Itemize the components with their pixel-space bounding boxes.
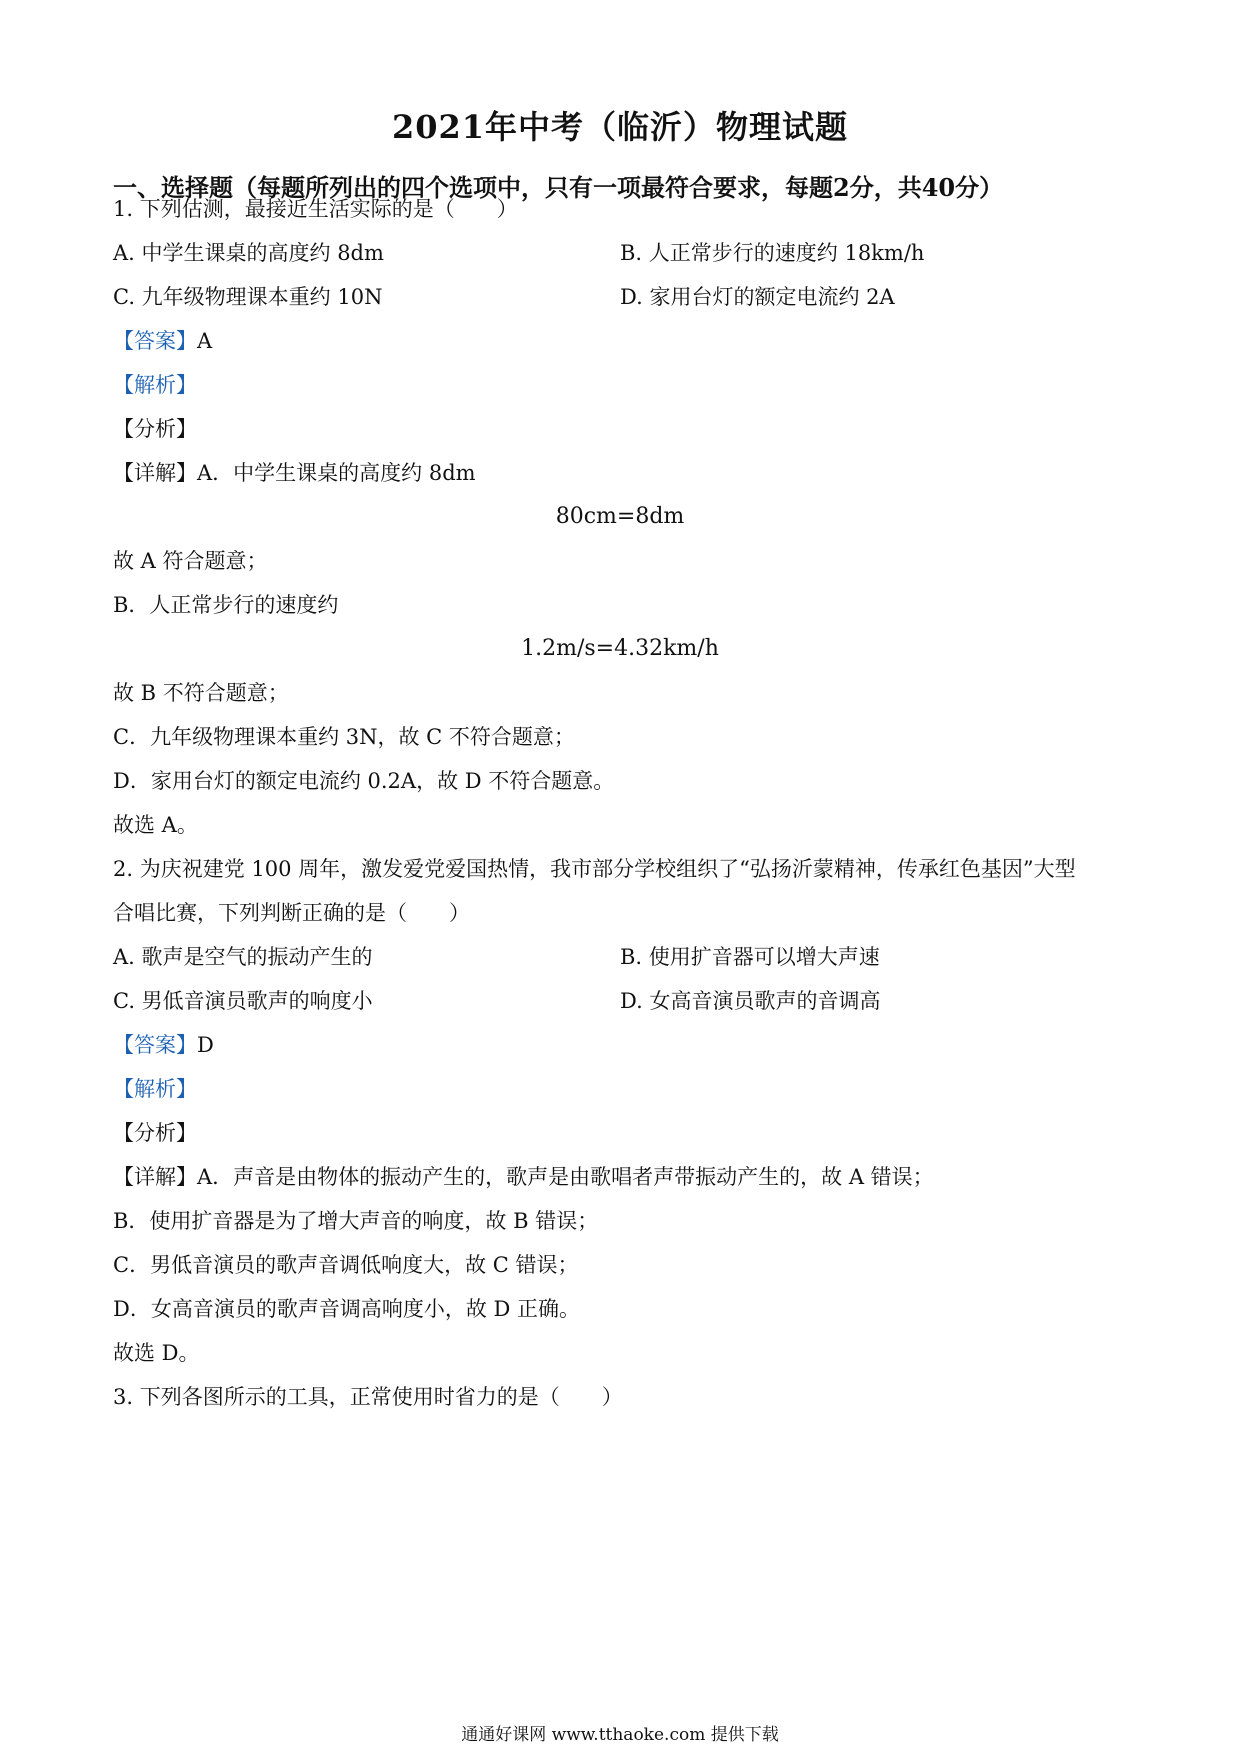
q2-answer-tag: 【答案】 — [113, 1033, 197, 1057]
footer-source: 通通好课网 www.tthaoke.com 提供下载 — [461, 1725, 779, 1745]
q1-detail-b: B．人正常步行的速度约 — [113, 593, 339, 617]
q1-detail-c: C．九年级物理课本重约 3N，故 C 不符合题意； — [113, 725, 575, 749]
q1-option-b: B. 人正常步行的速度约 18km/h — [620, 241, 925, 265]
q2-option-a: A. 歌声是空气的振动产生的 — [113, 945, 373, 969]
q2-option-c: C. 男低音演员歌声的响度小 — [113, 989, 373, 1013]
q2-jiexi-tag: 【解析】 — [113, 1077, 197, 1101]
section-heading: 一、选择题（每题所列出的四个选项中，只有一项最符合要求，每题2分，共40分） — [113, 173, 1004, 202]
q2-fenxi-tag: 【分析】 — [113, 1121, 197, 1145]
q1-answer-value: A — [197, 329, 213, 353]
q1-stem: 1. 下列估测，最接近生活实际的是（ ） — [113, 197, 518, 221]
q1-detail-a: 【详解】A．中学生课桌的高度约 8dm — [113, 461, 476, 485]
q1-option-a: A. 中学生课桌的高度约 8dm — [113, 241, 384, 265]
q1-answer — [113, 326, 212, 356]
q2-stem-line2: 合唱比赛，下列判断正确的是（ ） — [113, 901, 470, 925]
q2-detail-c: C．男低音演员的歌声音调低响度大，故 C 错误； — [113, 1253, 579, 1277]
q2-option-d: D. 女高音演员歌声的音调高 — [620, 989, 881, 1013]
q2-choose: 故选 D。 — [113, 1341, 200, 1365]
q1-conclude-b: 故 B 不符合题意； — [113, 681, 289, 705]
q2-detail-d: D．女高音演员的歌声音调高响度小，故 D 正确。 — [113, 1297, 581, 1321]
q1-formula-a: 80cm=8dm — [555, 504, 685, 529]
q1-choose: 故选 A。 — [113, 813, 198, 837]
q1-answer-tag: 【答案】 — [113, 329, 197, 353]
q2-detail-b: B．使用扩音器是为了增大声音的响度，故 B 错误； — [113, 1209, 599, 1233]
q3-stem: 3. 下列各图所示的工具，正常使用时省力的是（ ） — [113, 1385, 623, 1409]
q1-conclude-a: 故 A 符合题意； — [113, 549, 268, 573]
q1-detail-d: D．家用台灯的额定电流约 0.2A，故 D 不符合题意。 — [113, 769, 615, 793]
q1-formula-b: 1.2m/s=4.32km/h — [521, 636, 719, 661]
q2-option-b: B. 使用扩音器可以增大声速 — [620, 945, 880, 969]
q2-stem-line1: 2. 为庆祝建党 100 周年，激发爱党爱国热情，我市部分学校组织了“弘扬沂蒙精神，传承红色基因”大型 — [113, 857, 1076, 881]
page-title: 2021年中考（临沂）物理试题 — [391, 108, 849, 146]
q1-option-c: C. 九年级物理课本重约 10N — [113, 285, 383, 309]
q1-option-d: D. 家用台灯的额定电流约 2A — [620, 285, 895, 309]
q2-detail-a: 【详解】A．声音是由物体的振动产生的，歌声是由歌唱者声带振动产生的，故 A 错误； — [113, 1165, 934, 1189]
q1-jiexi-tag: 【解析】 — [113, 373, 197, 397]
q2-answer — [113, 1030, 214, 1060]
q2-answer-value: D — [197, 1033, 214, 1057]
q1-fenxi-tag: 【分析】 — [113, 417, 197, 441]
